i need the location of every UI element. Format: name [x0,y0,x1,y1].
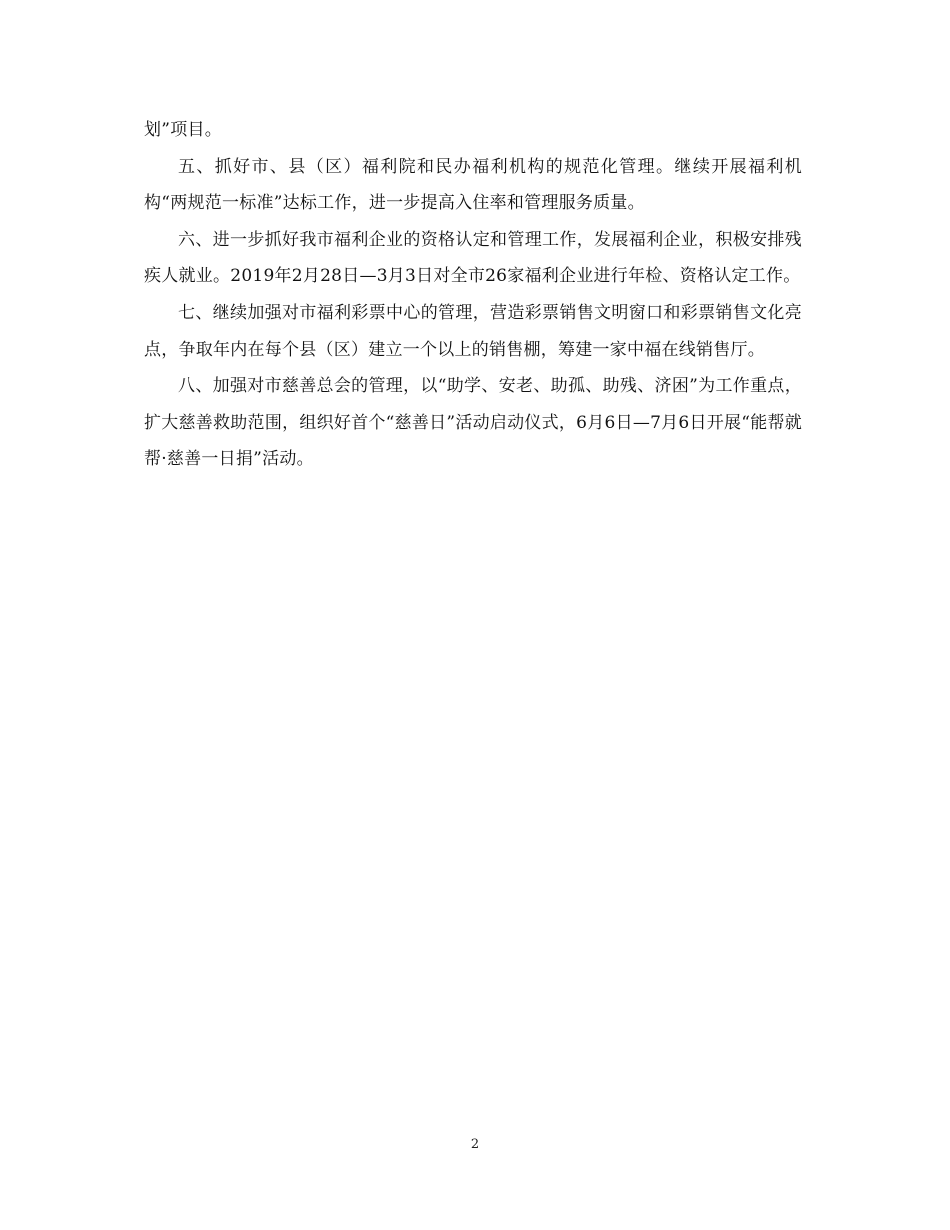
paragraph-item-7: 七、继续加强对市福利彩票中心的管理，营造彩票销售文明窗口和彩票销售文化亮点，争取年内在每个县（区）建立一个以上的销售棚，筹建一家中福在线销售厅。 [144,302,802,360]
paragraph-continuation: 划”项目。 [144,120,222,140]
paragraph-item-5: 五、抓好市、县（区）福利院和民办福利机构的规范化管理。继续开展福利机构“两规范一标准”达标工作，进一步提高入住率和管理服务质量。 [144,156,802,214]
paragraph-item-6: 六、进一步抓好我市福利企业的资格认定和管理工作，发展福利企业，积极安排残疾人就业。2019年2月28日—3月3日对全市26家福利企业进行年检、资格认定工作。 [144,229,802,287]
paragraph-item-8: 八、加强对市慈善总会的管理，以“助学、安老、助孤、助残、济困”为工作重点，扩大慈善救助范围，组织好首个“慈善日”活动启动仪式，6月6日—7月6日开展“能帮就帮·慈善一日捐”活动。 [144,376,802,470]
document-body [144,112,802,478]
page-number: 2 [470,1137,480,1152]
